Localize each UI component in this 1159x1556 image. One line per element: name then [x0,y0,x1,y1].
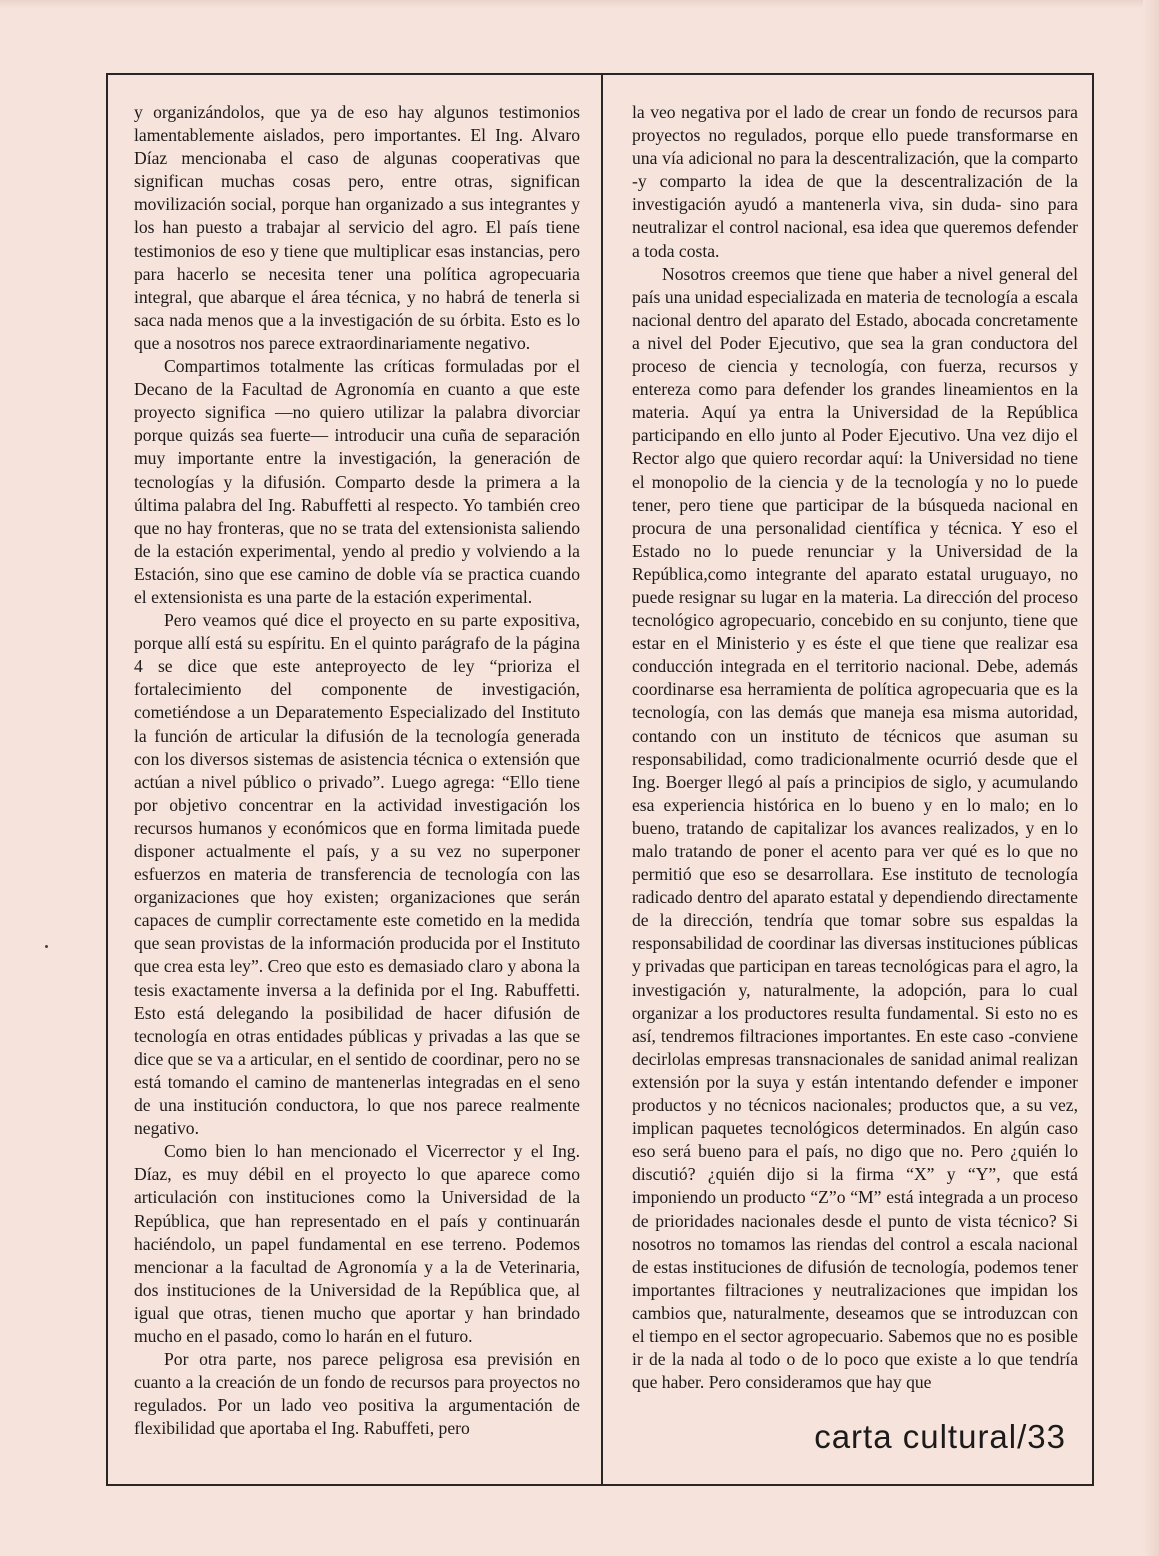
left-paragraph-4: Como bien lo han mencionado el Vicerrector y el Ing. Díaz, es muy débil en el proyecto lo que aparece como articulación con instituciones como la Universidad de la República, que han representado en el país y continuarán haciéndolo, un papel fundamental en ese terreno. Podemos mencionar a la facultad de Agronomía y a la de Veterinaria, dos instituciones de la Universidad de la República que, al igual que otras, tienen mucho que aportar y han brindado mucho en el pasado, como lo harán en el futuro. [134,1141,580,1346]
page-footer-label: carta cultural/33 [814,1418,1066,1455]
right-paragraph-1: la veo negativa por el lado de crear un fondo de recursos para proyectos no regulados, porque ello puede transformarse en una vía adicional no para la descentralización, que la comparto -y comparto la idea de que la descentralización de la investigación ayudó a mantenerla viva, sin duda- sino para neutralizar el control nacional, esa idea que queremos defender a toda costa. [632,102,1078,261]
article-frame [106,73,1094,1486]
page-top-edge [0,0,1159,8]
right-paragraph-2: Nosotros creemos que tiene que haber a nivel general del país una unidad especializada en materia de tecnología a escala nacional dentro del aparato del Estado, abocada concretamente a nivel del Poder Ejecutivo, que sea la gran conductora del proceso de ciencia y tecnología, con fuerza, recursos y entereza como para defender los grandes lineamientos en la materia. Aquí ya entra la Universidad de la República participando en ello junto al Poder Ejecutivo. Una vez dijo el Rector algo que quiero recordar aquí: la Universidad no tiene el monopolio de la ciencia y de la tecnología y no lo puede tener, pero tiene que participar de la búsqueda nacional en procura de una personalidad científica y técnica. Y eso el Estado no lo puede renunciar y la Universidad de la República,como integrante del aparato estatal uruguayo, no puede resignar su lugar en la materia. La dirección del proceso tecnológico agropecuario, concebido en su conjunto, tiene que estar en el Ministerio y es éste el que tiene que realizar esa conducción integrada en el territorio nacional. Debe, además coordinarse esa herramienta de política agropecuaria que es la tecnología, con las demás que maneja esa misma autoridad, contando con un instituto de técnicos que asuman su responsabilidad, como tradicionalmente ocurrió desde que el Ing. Boerger llegó al país a principios de siglo, y acumulando esa experiencia histórica en lo bueno y en lo malo; en lo bueno, tratando de capitalizar los avances realizados, y en lo malo tratando de poner el acento para ver qué es lo que no permitió que eso se desarrollara. Ese instituto de tecnología radicado dentro del aparato estatal y dependiendo directamente de la dirección, tendría que tomar sobre sus espaldas la responsabilidad de coordinar las diversas instituciones públicas y privadas que participan en tareas tecnológicas para el agro, la investigación y, naturalmente, la adopción, para lo cual organizar a los productores resulta fundamental. Si esto no es así, tendremos filtraciones importantes. En este caso -conviene decirlolas empresas transnacionales de sanidad animal realizan extensión por la suya y están intentando defender e imponer productos y no técnicos nacionales; productos que, a su vez, implican paquetes tecnológicos determinados. En algún caso eso será bueno para el país, no digo que no. Pero ¿quién lo discutió? ¿quién dijo si la firma “X” y “Y”, que está imponiendo un producto “Z”o “M” está integrada a un proceso de prioridades nacionales desde el punto de vista técnico? Si nosotros no tomamos las riendas del control a escala nacional de estas instituciones de difusión de tecnología, podemos tener importantes filtraciones y neutralizaciones que impidan los cambios que, naturalmente, deseamos que se introduzcan con el tiempo en el sector agropecuario. Sabemos que no es posible ir de la nada al todo o de lo poco que existe a lo que tendría que haber. Pero consideramos que hay que [632,263,1078,1393]
left-paragraph-3: Pero veamos qué dice el proyecto en su parte expositiva, porque allí está su espíritu. En el quinto parágrafo de la página 4 se dice que este anteproyecto de ley “prioriza el fortalecimiento del componente de investigación, cometiéndose a un Deparatemento Especializado del Instituto la función de articular la difusión de la tecnología generada con los diversos sistemas de asistencia técnica o extensión que actúan a nivel público o privado”. Luego agrega: “Ello tiene por objetivo concentrar en la actividad investigación los recursos humanos y económicos que en forma limitada puede disponer actualmente el país, y a su vez no superponer esfuerzos en materia de transferencia de tecnología con las organizaciones que hoy existen; organizaciones que serán capaces de cumplir correctamente este cometido en la medida que sean provistas de la información producida por el Instituto que crea esta ley”. Creo que esto es demasiado claro y abona la tesis exactamente inversa a la definida por el Ing. Rabuffetti. Esto está delegando la posibilidad de hacer difusión de tecnología en otras entidades públicas y privadas a las que se dice que se va a articular, en el sentido de coordinar, pero no se está tomando el camino de mantenerlas integradas en el seno de una institución conductora, lo que nos parece realmente negativo. [134,610,580,1139]
left-column [134,101,580,1440]
right-column [632,101,1078,1394]
column-divider [601,75,603,1484]
print-speck [45,945,48,948]
left-paragraph-2: Compartimos totalmente las críticas formuladas por el Decano de la Facultad de Agronomía en cuanto a que este proyecto significa —no quiero utilizar la palabra divorciar porque quizás sea fuerte— introducir una cuña de separación muy importante entre la investigación, la generación de tecnologías y la difusión. Comparto desde la primera a la última palabra del Ing. Rabuffetti al respecto. Yo también creo que no hay fronteras, que no se trata del extensionista saliendo de la estación experimental, yendo al predio y volviendo a la Estación, sino que ese camino de doble vía se practica cuando el extensionista es una parte de la estación experimental. [134,356,580,607]
left-paragraph-1: y organizándolos, que ya de eso hay algunos testimonios lamentablemente aislados, pero importantes. El Ing. Alvaro Díaz mencionaba el caso de algunas cooperativas que significan muchas cosas pero, entre otras, significan movilización social, porque han organizado a sus integrantes y los han puesto a trabajar al servicio del agro. El país tiene testimonios de eso y tiene que multiplicar esas instancias, pero para hacerlo se necesita tener una política agropecuaria integral, que abarque el área técnica, y no habrá de tenerla si saca nada menos que a la investigación de su órbita. Esto es lo que a nosotros nos parece extraordinariamente negativo. [134,102,580,353]
page-right-edge [1143,0,1159,1556]
left-paragraph-5: Por otra parte, nos parece peligrosa esa previsión en cuanto a la creación de un fondo de recursos para proyectos no regulados. Por un lado veo positiva la argumentación de flexibilidad que aportaba el Ing. Rabuffeti, pero [134,1349,580,1439]
